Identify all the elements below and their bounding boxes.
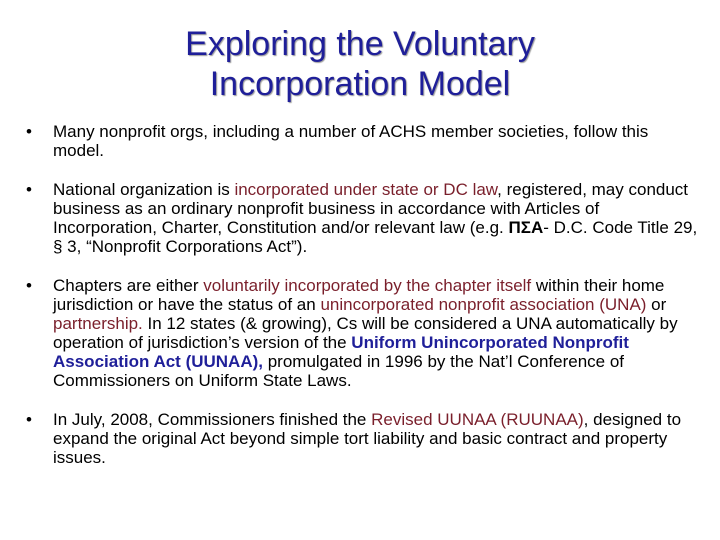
bullet-text: - D.C. Code Title 29, § 3, “Nonprofit Corporations Act”).: [53, 218, 698, 256]
bullet-text: In 12 states (& growing), Cs will be considered a UNA automatically by operation of jurisdiction’s version of the: [53, 314, 678, 352]
highlight-text: incorporated under state or DC law: [234, 180, 498, 199]
bullet-list: [26, 122, 698, 487]
bullet-text: Many nonprofit orgs, including a number of ACHS member societies, follow this model.: [53, 122, 649, 160]
bullet-text: or: [646, 295, 667, 314]
slide-title-line-1: Exploring the Voluntary: [185, 25, 535, 63]
bullet-text: Chapters are either: [53, 276, 204, 295]
bullet-item-1: [26, 122, 698, 160]
highlight-text: partnership.: [53, 314, 143, 333]
slide-title: [0, 24, 720, 104]
bullet-item-2: [26, 180, 698, 256]
bullet-text: , designed to expand the original Act beyond simple tort liability and basic contract and property issues.: [53, 410, 682, 467]
emphasis-text: Uniform Unincorporated Nonprofit Association Act (UUNAA),: [53, 333, 629, 371]
bullet-text: within their home jurisdiction or have the status of an: [53, 276, 665, 314]
bullet-text: National organization is: [53, 180, 235, 199]
bullet-item-4: [26, 410, 698, 467]
highlight-text: unincorporated nonprofit association (UNA): [320, 295, 647, 314]
highlight-text: voluntarily incorporated by the chapter itself: [203, 276, 532, 295]
bullet-item-3: [26, 276, 698, 390]
bullet-text: , registered, may conduct business as an ordinary nonprofit business in accordance with Articles of Incorporation, Charter, Constitution and/or relevant law (e.g.: [53, 180, 689, 237]
highlight-text: Revised UUNAA (RUUNAA): [371, 410, 584, 429]
bullet-text: In July, 2008, Commissioners finished the: [53, 410, 372, 429]
slide-title-line-2: Incorporation Model: [209, 65, 511, 103]
greek-letters: ΠΣΑ: [508, 218, 544, 237]
bullet-text: promulgated in 1996 by the Nat’l Conference of Commissioners on Uniform State Laws.: [53, 352, 625, 390]
